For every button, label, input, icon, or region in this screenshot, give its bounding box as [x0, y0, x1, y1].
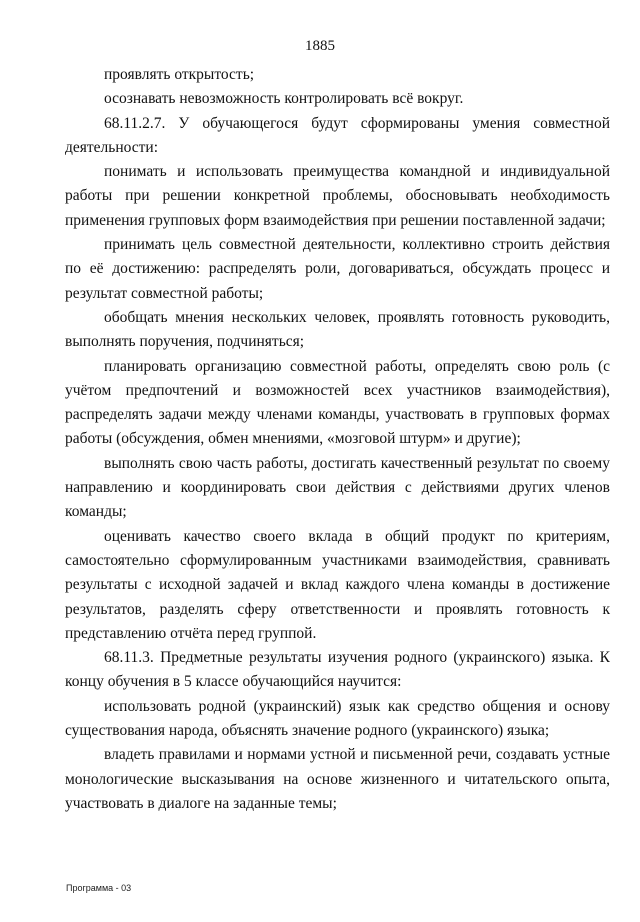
- paragraph-7: планировать организацию совместной работы, определять свою роль (с учётом предпочтений и возможностей всех участников взаимодействия), распределять задачи между членами команды, участвовать в групповых формах работы (обсуждения, обмен мнениями, «мозговой штурм» и другие);: [65, 357, 610, 448]
- paragraph-3: 68.11.2.7. У обучающегося будут сформированы умения совместной деятельности:: [65, 114, 610, 156]
- footer-label: Программа - 03: [66, 883, 132, 893]
- paragraph-12: владеть правилами и нормами устной и письменной речи, создавать устные монологические высказывания на основе жизненного и читательского опыта, участвовать в диалоге на заданные темы;: [65, 746, 610, 812]
- page-number: 1885: [305, 38, 335, 54]
- paragraph-6: обобщать мнения нескольких человек, проявлять готовность руководить, выполнять поручения, подчиняться;: [65, 308, 610, 351]
- paragraph-8: выполнять свою часть работы, достигать качественный результат по своему направлению и координировать свои действия с действиями других членов команды;: [65, 454, 610, 521]
- paragraph-4: понимать и использовать преимущества командной и индивидуальной работы при решении конкретной проблемы, обосновывать необходимость применения групповых форм взаимодействия при решении поставленной задачи;: [65, 163, 610, 229]
- body-text: [65, 63, 610, 816]
- paragraph-9: оценивать качество своего вклада в общий продукт по критериям, самостоятельно сформулированным участниками взаимодействия, сравнивать результаты с исходной задачей и вклад каждого члена команды в достижение результатов, разделять сферу ответственности и проявлять готовность к представлению отчёта перед группой.: [65, 527, 610, 642]
- paragraph-10: 68.11.3. Предметные результаты изучения родного (украинского) языка. К концу обучения в 5 классе обучающийся научится:: [65, 649, 610, 691]
- paragraph-11: использовать родной (украинский) язык как средство общения и основу существования народа, объяснять значение родного (украинского) языка;: [65, 697, 610, 740]
- paragraph-5: принимать цель совместной деятельности, коллективно строить действия по её достижению: распределять роли, договариваться, обсуждать процесс и результат совместной работы;: [65, 236, 610, 302]
- paragraph-2: осознавать невозможность контролировать всё вокруг.: [104, 90, 464, 108]
- paragraph-1: проявлять открытость;: [104, 66, 255, 83]
